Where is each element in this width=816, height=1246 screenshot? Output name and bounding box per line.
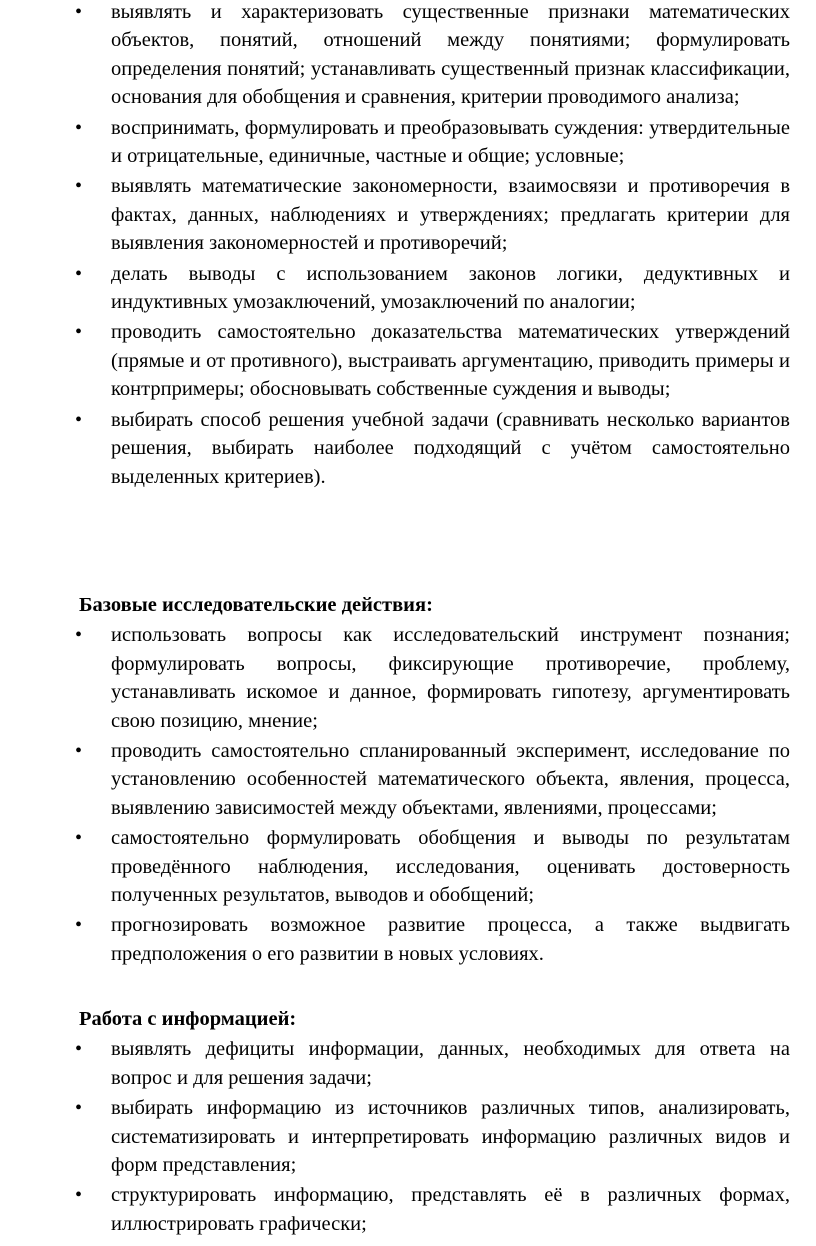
list-item <box>0 1181 816 1238</box>
list-item-text: выбирать способ решения учебной задачи (сравнивать несколько вариантов решения, выбирать наиболее подходящий с учётом самостоятельно выделенных критериев). <box>111 408 790 488</box>
list-item <box>0 318 816 403</box>
list-item <box>0 260 816 317</box>
list-item <box>0 737 816 822</box>
list-item <box>0 114 816 171</box>
list-item-text: делать выводы с использованием законов логики, дедуктивных и индуктивных умозаключений, умозаключений по аналогии; <box>111 262 790 314</box>
list-item <box>0 0 816 112</box>
bullet: • <box>75 175 83 198</box>
list-item-text: проводить самостоятельно доказательства математических утверждений (прямые и от противного), выстраивать аргументацию, приводить примеры и контрпримеры; обосновывать собственные суждения и выводы; <box>111 321 790 401</box>
bullet: • <box>75 827 83 850</box>
list-item-text: выявлять дефициты информации, данных, необходимых для ответа на вопрос и для решения задачи; <box>111 1038 790 1089</box>
list-item-text: прогнозировать возможное развитие процесса, а также выдвигать предположения о его развитии в новых условиях. <box>111 914 790 965</box>
list-item <box>0 621 816 735</box>
bullet: • <box>75 1 83 23</box>
section-heading: Работа с информацией: <box>79 1008 297 1030</box>
list-item-text: использовать вопросы как исследовательский инструмент познания; формулировать вопросы, фиксирующие противоречие, проблему, устанавливать искомое и данное, формировать гипотезу, аргументировать свою позицию, мнение; <box>111 624 790 732</box>
bullet: • <box>75 914 83 937</box>
list-item-text: выявлять и характеризовать существенные признаки математических объектов, понятий, отношений между понятиями; формулировать определения понятий; устанавливать существенный признак классификации, основания для обобщения и сравнения, критерии проводимого анализа; <box>111 1 790 109</box>
bullet: • <box>75 116 83 139</box>
list-item-text: выявлять математические закономерности, взаимосвязи и противоречия в фактах, данных, наблюдениях и утверждениях; предлагать критерии для выявления закономерностей и противоречий; <box>111 175 790 255</box>
list-item <box>0 911 816 968</box>
list-item-text: структурировать информацию, представлять её в различных формах, иллюстрировать графически; <box>111 1184 790 1235</box>
bullet: • <box>75 262 83 285</box>
bullet: • <box>75 1097 83 1120</box>
list-item-text: воспринимать, формулировать и преобразовывать суждения: утвердительные и отрицательные, единичные, частные и общие; условные; <box>111 116 790 168</box>
section-research-actions <box>0 590 816 968</box>
list-item <box>0 406 816 491</box>
section-logical-actions <box>0 0 816 491</box>
list-item <box>0 824 816 909</box>
bullet: • <box>75 740 83 763</box>
bullet: • <box>75 1038 83 1061</box>
list-item-text: выбирать информацию из источников различных типов, анализировать, систематизировать и интерпретировать информацию различных видов и форм представления; <box>111 1097 790 1177</box>
list-item-text: проводить самостоятельно спланированный эксперимент, исследование по установлению особенностей математического объекта, явления, процесса, выявлению зависимостей между объектами, явлениями, процессами; <box>111 740 790 819</box>
list-item <box>0 172 816 257</box>
section-information <box>0 1004 816 1238</box>
list-item-text: самостоятельно формулировать обобщения и выводы по результатам проведённого наблюдения, исследования, оценивать достоверность полученных результатов, выводов и обобщений; <box>111 827 790 907</box>
bullet: • <box>75 1184 83 1207</box>
bullet: • <box>75 321 83 344</box>
list-item <box>0 1094 816 1179</box>
list-item <box>0 1035 816 1092</box>
bullet: • <box>75 624 83 647</box>
bullet: • <box>75 408 83 431</box>
section-heading: Базовые исследовательские действия: <box>79 594 433 616</box>
